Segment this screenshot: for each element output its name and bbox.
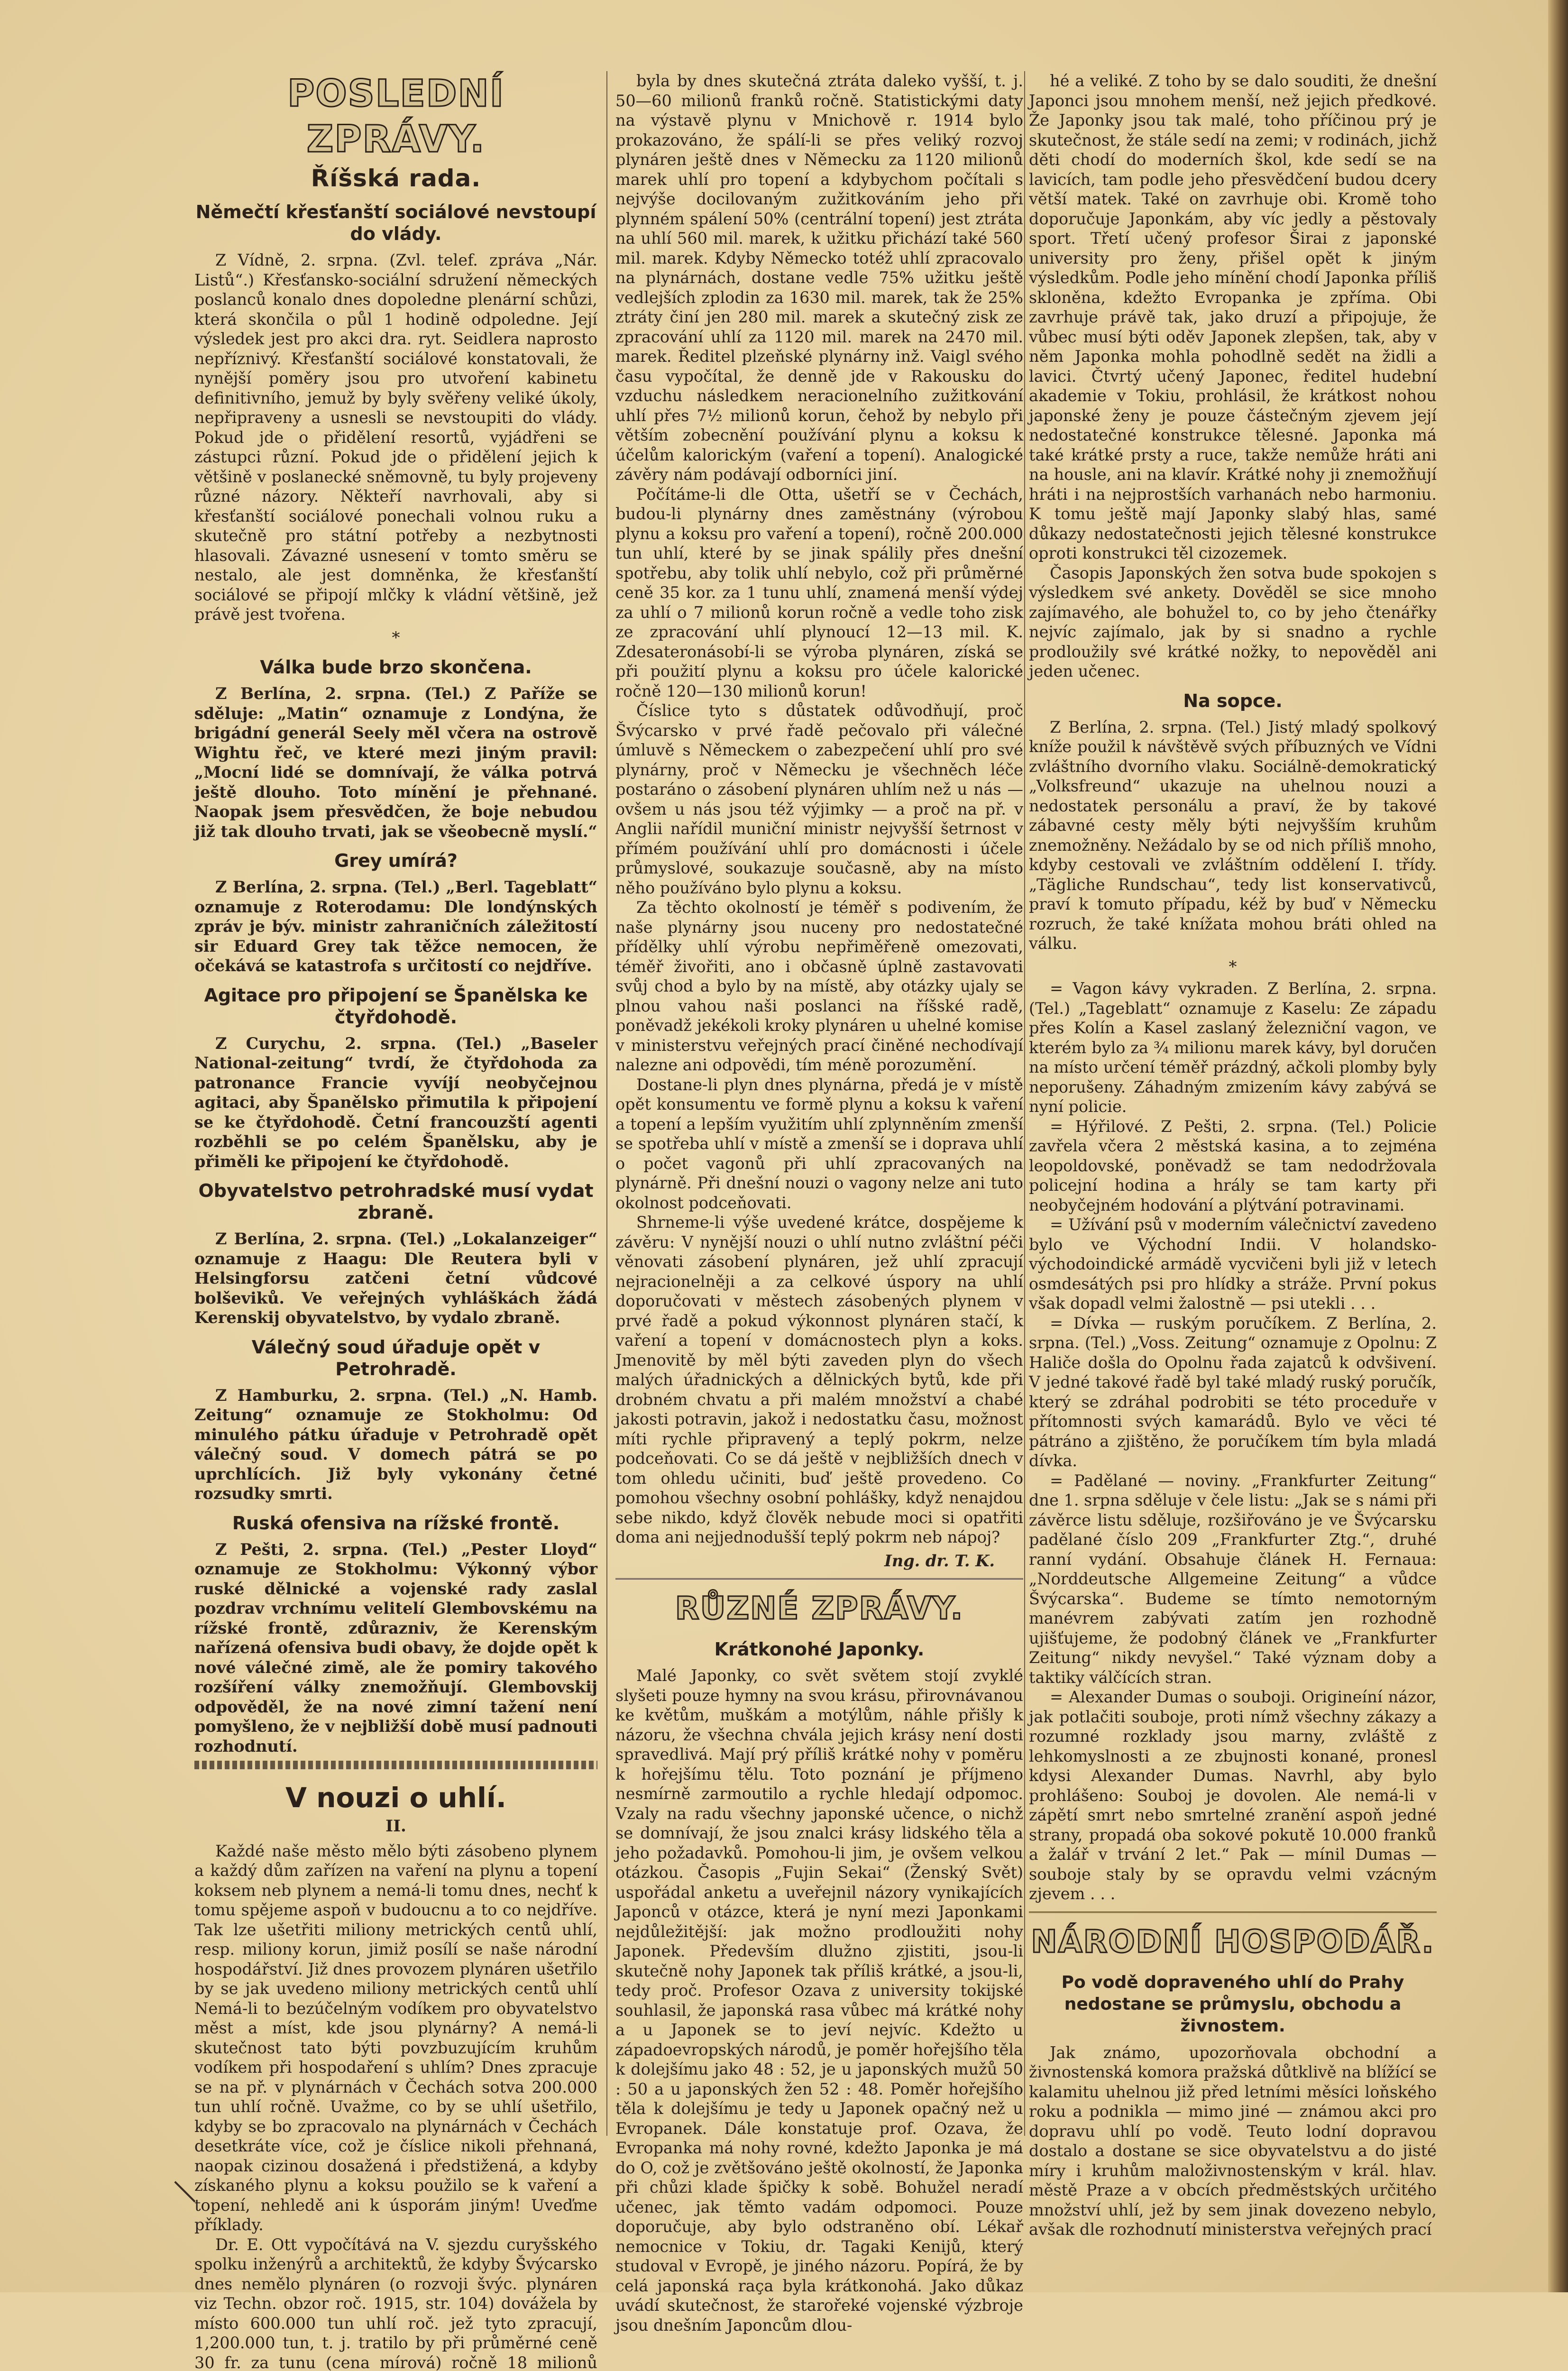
column-2 — [615, 71, 1023, 2197]
article-body: Shrneme-li výše uvedené krátce, dospějeme k závěru: V nynější nouzi o uhlí nutno zvláštní péči věnovati zásobení plynáren, jež uhlí zpracují nejracionelněji a za celkové úspory na uhlí doporučovati v městech zásobených plynem v prvé řadě a pokud výkonnost plynáren stačí, k vaření a topení v domácnostech plyn a koks. Jmenovitě by měl býti zaveden plyn do všech malých úřadnických a dělnických bytů, kde při drobném chvatu a při malém množství a chabé jakosti potravin, jakož i nedostatku času, možnost míti rychle připravený a teplý pokrm, nelze podceňovati. Co se dá ještě v nejbližších dnech v tom ohledu učiniti, buď ještě provedeno. Co pomohou všechny osobní pohlášky, když nenajdou sebe nikdo, když člověk nebude moci si opatřiti doma ani nejjednodušší teplý pokrm neb nápoj? — [615, 1213, 1023, 1547]
separator-star: * — [1029, 957, 1437, 977]
article-body: Dr. E. Ott vypočítává na V. sjezdu curyšského spolku inženýrů a architektů, že kdyby Švýcarsko dnes nemělo plynáren (o rozvoji švýc. plynáren viz Techn. obzor roč. 1915, str. 104) dovážela by místo 600.000 tun uhlí roč. jež tyto zpracují, 1,200.000 tun, t. j. tratilo by při průměrné ceně 30 fr. za tunu (cena mírová) ročně 18 milionů — [194, 2235, 597, 2371]
news-item: = Padělané — noviny. „Frankfurter Zeitung“ dne 1. srpna sděluje v čele listu: „Jak se s námi při závěrce listu sděluje, rozšiřováno je ve Švýcarsku padělané číslo 209 „Frankfurter Ztg.“, druhé ranní vydání. Obsahuje článek H. Fernaua: „Norddeutsche Allgemeine Zeitung“ a vůdce Švýcarska“. Budeme se tímto nemotorným manévrem zabývati zatím jen rozhodně ujišťujeme, že podobný článek ve „Frankfurter Zeitung“ nikdy nevyšel.“ Také význam doby a taktiky válčících stran. — [1029, 1471, 1437, 1688]
article-headline: Grey umírá? — [194, 850, 597, 872]
pencil-mark — [174, 2181, 195, 2202]
news-item: = Dívka — ruským poručíkem. Z Berlína, 2. srpna. (Tel.) „Voss. Zeitung“ oznamuje z Opolnu: Z Haliče došla do Opolnu řada zajatců k odvšivení. V jedné takové řadě byl také mladý ruský poručík, který se zdráhal podrobiti se této proceduře v přítomnosti svých kamarádů. Bylo ve věci té pátráno a zjištěno, že poručíkem tím byla mladá dívka. — [1029, 1314, 1437, 1471]
decorative-rule — [194, 1761, 597, 1769]
article-headline: Němečtí křesťanští sociálové nevstoupí do vlády. — [194, 201, 597, 245]
news-item: = Hýřilové. Z Pešti, 2. srpna. (Tel.) Policie zavřela včera 2 městská kasina, a to zejména leopoldovské, poněvadž se tam nedodržovala policejní hodina a hrály se tam karty při neobyčejném hodování a plýtvání potravinami. — [1029, 1117, 1437, 1215]
section-divider — [615, 1578, 1023, 1580]
news-item: = Užívání psů v moderním válečnictví zavedeno bylo ve Východní Indii. V holandsko-východoindické armádě vycvičeni byli již v letech osmdesátých psi pro hlídky a stráže. První pokus však dopadl velmi žalostně — psi utekli . . . — [1029, 1215, 1437, 1314]
article-body: Jak známo, upozorňovala obchodní a živnostenská komora pražská důtklivě na blížící se kalamitu uhelnou již před letními měsíci loňského roku a podnikla — mimo jiné — známou akci pro dopravu uhlí po vodě. Teuto lodní dopravou dostalo a dostane se sice obyvatelstvu a do jisté míry i kruhům maloživnostenským v král. hlav. městě Praze a v obcích předměstských určitého množství uhlí, jež by sem jinak dovezeno nebylo, avšak dle rozhodnutí ministerstva veřejných prací — [1029, 2043, 1437, 2240]
author-signature: Ing. dr. T. K. — [615, 1551, 1023, 1571]
article-headline: Na sopce. — [1029, 690, 1437, 712]
section-title-reichsrat: Říšská rada. — [194, 164, 597, 193]
separator-star: * — [194, 628, 597, 648]
article-body: Za těchto okolností je téměř s podivením, že naše plynárny jsou nuceny pro nedostatečné přídělky uhlí výrobu nepřiměřeně omezovati, téměř živořiti, ano i občasně úplně zastavovati svůj chod a bylo by na místě, aby otázky ujaly se plnou vahou naši poslanci na říšské radě, poněvadž jekékoli kroky plynáren u uhelné komise v ministerstvu veřejných prací činěné nechodívají nalezne ani odpovědi, tím méně porozumění. — [615, 898, 1023, 1075]
article-body: Z Berlína, 2. srpna. (Tel.) „Lokalanzeiger“ oznamuje z Haagu: Dle Reutera byli v Helsingforsu zatčeni četní vůdcové bolševiků. Ve veřejných vyhláškách žádá Kerenskij obyvatelstvo, by vydalo zbraně. — [194, 1229, 597, 1328]
article-body: Dostane-li plyn dnes plynárna, předá je v místě opět konsumentu ve formě plynu a koksu k vaření a topení a lepším využitím uhlí zplynněním zmenší se spotřeba uhlí v místě a zmenší se i doprava uhlí o počet vagonů při uhlí zpracovaných na plynárně. Při dnešní nouzi o vagony nelze ani tuto okolnost podceňovati. — [615, 1075, 1023, 1213]
article-headline: Obyvatelstvo petrohradské musí vydat zbraně. — [194, 1180, 597, 1223]
part-number: II. — [194, 1817, 597, 1837]
article-headline: Válečný soud úřaduje opět v Petrohradě. — [194, 1336, 597, 1380]
article-body: Z Hamburku, 2. srpna. (Tel.) „N. Hamb. Zeitung“ oznamuje ze Stokholmu: Od minulého pátku úřaduje v Petrohradě opět válečný soud. V domech pátrá se po uprchlících. Již byly vykonány četné rozsudky smrti. — [194, 1386, 597, 1504]
article-body: Z Curychu, 2. srpna. (Tel.) „Baseler National-zeitung“ tvrdí, že čtyřdohoda za patronance Francie vyvíjí neobyčejnou agitaci, aby Španělsko přimutila k připojení se ke čtyřdohodě. Četní francouzští agenti rozběhli se po celém Španělsku, aby je přiměli ke připojení ke čtyřdohodě. — [194, 1034, 597, 1172]
various-news-banner: RŮZNÉ ZPRÁVY. — [615, 1587, 1023, 1630]
article-body: byla by dnes skutečná ztráta daleko vyšší, t. j. 50—60 milionů franků ročně. Statistickými daty na výstavě plynu v Mnichově r. 1914 bylo prokazováno, že spálí-li se přes veliký rozvoj plynáren ještě dnes v Německu za 1120 milionů marek uhlí pro topení a kdybychom počítali s nejvýše docilovaným zužitkováním jeho při plynném spálení 50% (centrální topení) jest ztráta na uhlí 560 mil. marek, k užitku přichází také 560 mil. marek. Kdyby Německo totéž uhlí zpracovalo na plynárnách, dostane vedle 75% užitku ještě vedlejších zplodin za 1630 mil. marek, tak že 25% ztráty činí jen 280 mil. marek a skutečný zisk ze zpracování uhlí za 1120 mil. marek na 2470 mil. marek. Ředitel plzeňské plynárny inž. Vaigl svého času vypočítal, že denně jde v Rakousku do vzduchu následkem neracionelního zužitkování uhlí přes 7½ milionů korun, čehož by nebylo při větším zobecnění používání plynu a koksu k účelům kalorickým (vaření a topení). Analogické závěry nám podávají odborníci jiní. — [615, 71, 1023, 485]
section-divider — [1029, 1912, 1437, 1913]
column-rule — [606, 71, 607, 2136]
article-headline: Krátkonohé Japonky. — [615, 1638, 1023, 1660]
article-headline: Po vodě dopraveného uhlí do Prahy nedostane se průmyslu, obchodu a živnostem. — [1029, 1972, 1437, 2037]
article-body: Z Pešti, 2. srpna. (Tel.) „Pester Lloyd“ oznamuje ze Stokholmu: Výkonný výbor ruské dělnické a vojenské rady zaslal pozdrav vrchnímu velitelí Glembovskému na rížské frontě, zdůrazniv, že Kerenským nařízená ofensiva budi obavy, že dojde opět k nové válečné zimě, ale že pomiry takového rozšíření války znemožňují. Glembovskij odpověděl, že na nové zimní tažení není pomyšleno, že v nejbližší době musí padnouti rozhodnutí. — [194, 1540, 597, 1756]
article-body: Číslice tyto s důstatek odůvodňují, proč Švýcarsko v prvé řadě pečovalo při válečné úmluvě s Německem o zabezpečení uhlí pro své plynárny, proč v Německu je všechněch léče postaráno o zásobení plynáren uhlím než u nás — ovšem u nás jsou též výjimky — a proč na př. v Anglii nařídil muniční ministr nejvyšší šetrnost v přímém používání uhlí pro domácnosti i účele průmyslové, soukazuje současně, aby na místo něho používáno bylo plynu a koksu. — [615, 701, 1023, 898]
article-body: Časopis Japonských žen sotva bude spokojen s výsledkem své ankety. Dověděl se sice mnoho zajímavého, ale bohužel to, co by jeho čtenářky nejvíc zajímalo, jak by si snadno a rychle prodloužily své krátké nožky, to nepověděl ani jeden učenec. — [1029, 563, 1437, 681]
article-body: Každé naše město mělo býti zásobeno plynem a každý dům zařízen na vaření na plynu a topení koksem neb plynem a nemá-li tomu dnes, nechť k tomu spějeme aspoň v budoucnu a to co nejdříve. Tak lze ušetřiti miliony metrických centů uhlí, resp. miliony korun, jimiž posílí se naše národní hospodářství. Již dnes provozem plynáren ušetřilo by se jak uvedeno miliony metrických centů uhlí Nemá-li to bezúčelným vodíkem pro obyvatelstvo měst a míst, kde jsou plynárny? A nemá-li skutečnost tato býti povzbuzujícím kruhům vodíkem při hospodaření s uhlím? Dnes zpracuje se na př. v plynárnách v Čechách sotva 200.000 tun uhlí ročně. Uvažme, co by se uhlí ušetřilo, kdyby se bo zpracovalo na plynárnách v Čechách desetkráte více, což je číslice nikoli přehnaná, naopak cizinou dosažená i předstižená, a kdyby získaného plynu a koksu použilo se k vaření a topení, nehledě ani k úsporám jiným! Uveďme příklady. — [194, 1841, 597, 2235]
article-body: Z Berlína, 2. srpna. (Tel.) „Berl. Tageblatt“ oznamuje z Roterodamu: Dle londýnských zpráv je býv. ministr zahraničních záležitostí sir Eduard Grey tak těžce nemocen, že očekává se katastrofa s určitostí co nejdříve. — [194, 877, 597, 976]
article-headline: Agitace pro připojení se Španělska ke čtyřdohodě. — [194, 984, 597, 1028]
article-headline: Ruská ofensiva na rížské frontě. — [194, 1512, 597, 1534]
column-1 — [194, 71, 597, 2197]
national-economy-banner: NÁRODNÍ HOSPODÁŘ. — [1029, 1921, 1437, 1963]
latest-news-banner: POSLEDNÍ ZPRÁVY. — [194, 71, 597, 162]
column-3 — [1029, 71, 1437, 2197]
binding-edge — [1548, 0, 1568, 2292]
feature-title: V nouzi o uhlí. — [194, 1782, 597, 1814]
article-body: hé a veliké. Z toho by se dalo souditi, že dnešní Japonci jsou mnohem menší, než jejich předkové. Že Japonky jsou tak malé, toho příčinou prý je skutečnost, že stále sedí na zemi; v rodinách, jichž děti chodí do moderních škol, kde sedí se na lavicích, tam podle jeho přesvědčení budou dcery větší matek. Také on zavrhuje obi. Kromě toho doporučuje Japonkám, aby víc jedly a pěstovaly sport. Třetí učený profesor Širai z japonské university pro ženy, přišel opět k jiným výsledkům. Podle jeho mínění chodí Japonka příliš skloněna, kdežto Evropanka je zpříma. Obi zavrhuje právě tak, jako druzí a připojuje, že vůbec musí býti oděv Japonek zlepšen, tak, aby v něm Japonka mohla pohodlně sedět na židli a lavici. Čtvrtý učený Japonec, ředitel hudební akademie v Tokiu, prohlásil, že krátkost nohou japonské ženy je pouze částečným zjevem její nedostatečné konstrukce tělesné. Japonka má také krátké prsty a ruce, takže nemůže hráti ani na housle, ani na klavír. Krátké nohy ji znemožňují hráti i na nejprostších varhanách nebo harmoniu. K tomu ještě mají Japonky slabý hlas, samé důkazy nedostatečnosti jejich tělesné konstrukce oproti konstrukci těl cizozemek. — [1029, 71, 1437, 563]
article-body: Z Berlína, 2. srpna. (Tel.) Z Paříže se sděluje: „Matin“ oznamuje z Londýna, že brigádní generál Seely měl včera na ostrově Wightu řeč, ve které mezi jiným pravil: „Mocní lidé se domnívají, že válka potrvá ještě dlouho. Toto mínění je přehnané. Naopak jsem přesvědčen, že boje nebudou již tak dlouho trvati, jak se všeobecně myslí.“ — [194, 684, 597, 841]
column-rule — [1024, 71, 1025, 2136]
article-body: Z Berlína, 2. srpna. (Tel.) Jistý mladý spolkový kníže použil k návštěvě svých příbuzných ve Vídni zvláštního dvorního vlaku. Sociálně-demokratický „Volksfreund“ ukazuje na uhelnou nouzi a nedostatek personálu a praví, že by takové zábavné cesty měly býti nejvyšším kruhům znemožněny. Nežádalo by se od nich příliš mnoho, kdyby cestovali ve zvláštním oddělení I. třídy. „Tägliche Rundschau“, tedy list konservativců, praví k tomuto případu, kéž by buď v Německu rozruch, že také knížata mohou bráti ohled na válku. — [1029, 717, 1437, 954]
news-item: = Vagon kávy vykraden. Z Berlína, 2. srpna. (Tel.) „Tageblatt“ oznamuje z Kaselu: Ze západu přes Kolín a Kasel zaslaný železniční vagon, ve kterém bylo za ¾ milionu marek kávy, byl doručen na místo určení téměř prázdný, ačkoli plomby byly neporušeny. Záhadným zmizením kávy zabývá se nyní policie. — [1029, 979, 1437, 1117]
news-item: = Alexander Dumas o souboji. Origineíní názor, jak potlačiti souboje, proti nímž všechny zákazy a rozumné rozklady jsou marny, zvláště z lehkomyslnosti a ze zbujnosti konané, pronesl kdysi Alexander Dumas. Navrhl, aby bylo prohlášeno: Souboj je dovolen. Ale nemá-li v zápětí smrt nebo smrtelné zranění aspoň jedné strany, propadá oba sokové pokutě 10.000 franků a žalář v trvání 2 let.“ Pak — mínil Dumas — souboje staly by se opravdu velmi vzácným zjevem . . . — [1029, 1687, 1437, 1904]
article-body: Počítáme-li dle Otta, ušetří se v Čechách, budou-li plynárny dnes zaměstnány (výrobou plynu a koksu pro vaření a topení), ročně 200.000 tun uhlí, které by se jinak spálily přes dnešní spotřebu, aby tolik uhlí nebylo, což při průměrné ceně 35 kor. za 1 tunu uhlí, znamená menší výdej za uhlí o 7 milionů korun ročně a vedle toho zisk ze zpracování uhlí plynoucí 12—13 mil. K. Zdesateronásobí-li se výroba plynáren, získá se při použití plynu a koksu pro účele kalorické ročně 120—130 milionů korun! — [615, 485, 1023, 701]
article-body: Malé Japonky, co svět světem stojí zvyklé slyšeti pouze hymny na svou krásu, přirovnávanou ke květům, muškám a motýlům, náhle přišly k názoru, že všechna chvála jejich krásy není dosti spravedlivá. Mají prý příliš krátké nohy v poměru k hořejšímu tělu. Toto poznání je příjmeno nesmírně zarmoutilo a rychle hledají odpomoc. Vzaly na radu všechny japonské učence, o nichž se domnívají, že jsou znalci krásy lidského těla a jeho požadavků. Pomohou-li jim, je ovšem velkou otázkou. Časopis „Fujin Sekai“ (Ženský Svět) uspořádal anketu a uveřejnil názory vynikajících Japonců v otázce, která je nyní mezi Japonkami nejdůležitější: jak možno prodloužiti nohy Japonek. Především dlužno zjistiti, jsou-li skutečně nohy Japonek tak příliš krátké, a jsou-li, tedy proč. Profesor Ozava z university tokijské souhlasil, že japonská rasa vůbec má krátké nohy a u Japonek se to jeví nejvíc. Kdežto u západoevropských národů, je poměr hořejšího těla k dolejšímu jako 48 : 52, je u japonských mužů 50 : 50 a u japonských žen 52 : 48. Poměr hořejšího těla k dolejšímu je tedy u Japonek opačný než u Evropanek. Dále konstatuje prof. Ozava, že Evropanka má nohy rovné, kdežto Japonka je má do O, což je zvětšováno ještě okolností, že Japonka při chůzi klade špičky k sobě. Bohužel neradí učenec, jak těmto vadám odpomoci. Pouze doporučuje, aby bylo odstraněno obí. Lékař nemocnice v Tokiu, dr. Tagaki Kenijů, který studoval v Evropě, je jiného názoru. Popírá, že by celá japonská raça byla krátkonohá. Jako důkaz uvádí skutečnost, že starořeké vojenské výzbroje jsou dnešním Japoncům dlou- — [615, 1666, 1023, 2335]
article-body: Z Vídně, 2. srpna. (Zvl. telef. zpráva „Nár. Listů“.) Křesťansko-sociální sdružení německých poslanců konalo dnes dopoledne plenární schůzi, která skončila o půl 1 hodině odpoledne. Její výsledek jest pro akci dra. ryt. Seidlera naprosto nepříznivý. Křesťanští sociálové konstatovali, že nynější poměry jsou pro utvoření kabinetu definitivního, jemuž by byly svěřeny veliké úkoly, nepřipraveny a usnesli se nevstoupiti do vlády. Pokud jde o přidělení resortů, vyjádřeni se zástupci různí. Pokud jde o přidělení jejich k většině v poslanecké sněmovně, tu byly projeveny různé názory. Někteří navrhovali, aby si křesťanští sociálové ponechali volnou ruku a skutečně pro státní potřeby a nezbytnosti hlasovali. Závazné usnesení v tomto směru se nestalo, ale jest domněnka, že křesťanští sociálové se připojí mlčky k vládní většině, jež právě jest tvořena. — [194, 250, 597, 625]
article-headline: Válka bude brzo skončena. — [194, 656, 597, 678]
